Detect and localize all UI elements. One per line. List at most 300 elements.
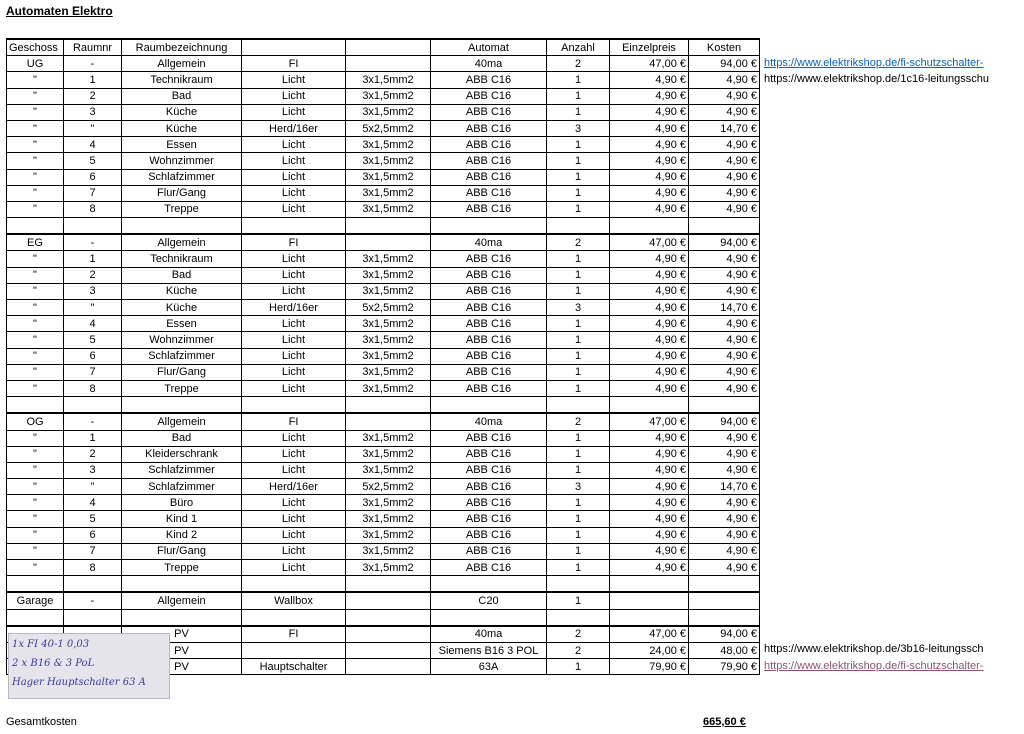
header-cell[interactable]: Automat	[431, 39, 547, 56]
table-cell[interactable]: Allgemein	[122, 592, 242, 609]
table-cell[interactable]: Küche	[122, 120, 242, 136]
table-cell[interactable]: 2	[547, 234, 610, 251]
table-cell[interactable]: ABB C16	[431, 201, 547, 217]
table-cell[interactable]: 7	[64, 185, 122, 201]
table-cell[interactable]: ABB C16	[431, 72, 547, 88]
table-cell[interactable]: -	[64, 592, 122, 609]
header-cell[interactable]: Kosten	[689, 39, 760, 56]
table-cell[interactable]: Licht	[242, 511, 346, 527]
table-cell[interactable]: 4,90 €	[689, 169, 760, 185]
table-cell[interactable]: PV	[122, 642, 242, 658]
table-cell[interactable]: Flur/Gang	[122, 364, 242, 380]
table-cell[interactable]: 4,90 €	[610, 511, 689, 527]
table-cell[interactable]	[346, 592, 431, 609]
table-cell[interactable]: PV	[122, 626, 242, 643]
table-cell[interactable]	[242, 576, 346, 593]
table-cell[interactable]: 1	[64, 72, 122, 88]
table-cell[interactable]: 63A	[431, 659, 547, 675]
table-cell[interactable]: Allgemein	[122, 413, 242, 430]
table-cell[interactable]: 4,90 €	[610, 120, 689, 136]
table-cell[interactable]: ABB C16	[431, 120, 547, 136]
table-cell[interactable]: 1	[64, 251, 122, 267]
table-cell[interactable]: Schlafzimmer	[122, 348, 242, 364]
product-link[interactable]: https://www.elektrikshop.de/fi-schutzschalter-	[764, 659, 984, 672]
table-cell[interactable]: 3x1,5mm2	[346, 153, 431, 169]
table-cell[interactable]	[122, 397, 242, 414]
table-cell[interactable]	[689, 397, 760, 414]
table-cell[interactable]: ABB C16	[431, 364, 547, 380]
table-cell[interactable]	[7, 576, 64, 593]
table-cell[interactable]: 4,90 €	[689, 495, 760, 511]
table-cell[interactable]: "	[64, 479, 122, 495]
table-cell[interactable]: 79,90 €	[689, 659, 760, 675]
table-cell[interactable]	[610, 609, 689, 626]
table-cell[interactable]: 4,90 €	[689, 316, 760, 332]
table-cell[interactable]	[610, 218, 689, 235]
table-cell[interactable]: 7	[64, 543, 122, 559]
table-cell[interactable]: 47,00 €	[610, 626, 689, 643]
table-cell[interactable]	[122, 609, 242, 626]
table-cell[interactable]: Bad	[122, 267, 242, 283]
table-cell[interactable]: 4,90 €	[689, 543, 760, 559]
table-cell[interactable]: 3x1,5mm2	[346, 543, 431, 559]
table-cell[interactable]: 3x1,5mm2	[346, 104, 431, 120]
table-cell[interactable]: 4,90 €	[610, 527, 689, 543]
table-cell[interactable]: ABB C16	[431, 462, 547, 478]
table-cell[interactable]: 1	[547, 543, 610, 559]
table-cell[interactable]: 1	[547, 462, 610, 478]
table-cell[interactable]: "	[7, 300, 64, 316]
table-cell[interactable]: 1	[547, 88, 610, 104]
table-cell[interactable]: Licht	[242, 201, 346, 217]
table-cell[interactable]: 1	[547, 560, 610, 576]
table-cell[interactable]: 6	[64, 169, 122, 185]
table-cell[interactable]: 4,90 €	[610, 316, 689, 332]
table-cell[interactable]: "	[7, 120, 64, 136]
table-cell[interactable]: 3	[547, 479, 610, 495]
table-cell[interactable]: 3x1,5mm2	[346, 251, 431, 267]
table-cell[interactable]: 3x1,5mm2	[346, 72, 431, 88]
table-cell[interactable]: Technikraum	[122, 72, 242, 88]
header-cell[interactable]: Raumbezeichnung	[122, 39, 242, 56]
table-cell[interactable]	[122, 576, 242, 593]
table-cell[interactable]	[610, 592, 689, 609]
table-cell[interactable]: 4,90 €	[689, 364, 760, 380]
table-cell[interactable]: 2	[64, 267, 122, 283]
table-cell[interactable]: 4,90 €	[689, 348, 760, 364]
table-cell[interactable]: Licht	[242, 153, 346, 169]
table-cell[interactable]: ABB C16	[431, 137, 547, 153]
table-cell[interactable]: 4,90 €	[610, 543, 689, 559]
table-cell[interactable]: 3x1,5mm2	[346, 283, 431, 299]
table-cell[interactable]: Licht	[242, 88, 346, 104]
table-cell[interactable]: ABB C16	[431, 511, 547, 527]
table-cell[interactable]: 94,00 €	[689, 626, 760, 643]
table-cell[interactable]: Licht	[242, 560, 346, 576]
table-cell[interactable]: "	[7, 380, 64, 396]
table-cell[interactable]: 3x1,5mm2	[346, 316, 431, 332]
table-cell[interactable]: 1	[547, 511, 610, 527]
table-cell[interactable]: Wohnzimmer	[122, 153, 242, 169]
table-cell[interactable]: 3x1,5mm2	[346, 446, 431, 462]
table-cell[interactable]: 4,90 €	[689, 185, 760, 201]
table-cell[interactable]: 2	[547, 642, 610, 658]
table-cell[interactable]: 4,90 €	[689, 72, 760, 88]
table-cell[interactable]: ABB C16	[431, 495, 547, 511]
table-cell[interactable]: 4	[64, 495, 122, 511]
table-cell[interactable]: Allgemein	[122, 56, 242, 72]
table-cell[interactable]: 5	[64, 332, 122, 348]
table-cell[interactable]	[346, 234, 431, 251]
table-cell[interactable]: ABB C16	[431, 185, 547, 201]
table-cell[interactable]: 4,90 €	[610, 72, 689, 88]
table-cell[interactable]: 3x1,5mm2	[346, 511, 431, 527]
table-cell[interactable]: Kind 2	[122, 527, 242, 543]
table-cell[interactable]: 3x1,5mm2	[346, 88, 431, 104]
table-cell[interactable]: 1	[547, 72, 610, 88]
table-cell[interactable]: ABB C16	[431, 104, 547, 120]
table-cell[interactable]: "	[7, 560, 64, 576]
table-cell[interactable]: 1	[547, 104, 610, 120]
table-cell[interactable]: Licht	[242, 364, 346, 380]
table-cell[interactable]: Bad	[122, 88, 242, 104]
table-cell[interactable]: ABB C16	[431, 332, 547, 348]
table-cell[interactable]: Licht	[242, 104, 346, 120]
table-cell[interactable]: -	[64, 413, 122, 430]
table-cell[interactable]: 4,90 €	[689, 511, 760, 527]
table-cell[interactable]	[547, 609, 610, 626]
table-cell[interactable]: ABB C16	[431, 479, 547, 495]
table-cell[interactable]	[122, 218, 242, 235]
table-cell[interactable]: 1	[547, 592, 610, 609]
table-cell[interactable]: C20	[431, 592, 547, 609]
table-cell[interactable]: 1	[547, 348, 610, 364]
table-cell[interactable]: 3x1,5mm2	[346, 462, 431, 478]
table-cell[interactable]: 24,00 €	[610, 642, 689, 658]
table-cell[interactable]: "	[64, 300, 122, 316]
table-cell[interactable]	[346, 56, 431, 72]
table-cell[interactable]: 3x1,5mm2	[346, 430, 431, 446]
table-cell[interactable]: Schlafzimmer	[122, 462, 242, 478]
header-cell[interactable]	[242, 39, 346, 56]
table-cell[interactable]	[431, 397, 547, 414]
table-cell[interactable]: Treppe	[122, 560, 242, 576]
table-cell[interactable]: 3x1,5mm2	[346, 267, 431, 283]
table-cell[interactable]: Bad	[122, 430, 242, 446]
table-cell[interactable]: Hauptschalter	[242, 659, 346, 675]
table-cell[interactable]: 1	[64, 430, 122, 446]
table-cell[interactable]	[547, 576, 610, 593]
table-cell[interactable]: 3	[547, 120, 610, 136]
table-cell[interactable]: 4,90 €	[610, 364, 689, 380]
table-cell[interactable]: 1	[547, 446, 610, 462]
table-cell[interactable]: ABB C16	[431, 380, 547, 396]
table-cell[interactable]: ABB C16	[431, 283, 547, 299]
table-cell[interactable]: ABB C16	[431, 251, 547, 267]
table-cell[interactable]	[7, 397, 64, 414]
table-cell[interactable]: 4,90 €	[689, 88, 760, 104]
table-cell[interactable]: "	[7, 137, 64, 153]
table-cell[interactable]: Licht	[242, 348, 346, 364]
table-cell[interactable]: Licht	[242, 446, 346, 462]
table-cell[interactable]: 94,00 €	[689, 234, 760, 251]
table-cell[interactable]: 4,90 €	[689, 527, 760, 543]
table-cell[interactable]: "	[7, 543, 64, 559]
table-cell[interactable]: "	[7, 462, 64, 478]
table-cell[interactable]: 1	[547, 332, 610, 348]
table-cell[interactable]: Licht	[242, 495, 346, 511]
table-cell[interactable]: Essen	[122, 137, 242, 153]
table-cell[interactable]	[346, 609, 431, 626]
table-cell[interactable]: 3x1,5mm2	[346, 380, 431, 396]
table-cell[interactable]: Licht	[242, 251, 346, 267]
table-cell[interactable]: EG	[7, 234, 64, 251]
table-cell[interactable]: Licht	[242, 527, 346, 543]
table-cell[interactable]: FI	[242, 626, 346, 643]
table-cell[interactable]: Allgemein	[122, 234, 242, 251]
table-cell[interactable]: 4,90 €	[610, 380, 689, 396]
table-cell[interactable]: 3x1,5mm2	[346, 364, 431, 380]
table-cell[interactable]: UG	[7, 56, 64, 72]
table-cell[interactable]: Herd/16er	[242, 300, 346, 316]
table-cell[interactable]: 14,70 €	[689, 479, 760, 495]
table-cell[interactable]: 1	[547, 267, 610, 283]
table-cell[interactable]: 4,90 €	[689, 446, 760, 462]
table-cell[interactable]: "	[7, 104, 64, 120]
table-cell[interactable]: 8	[64, 201, 122, 217]
table-cell[interactable]: "	[7, 72, 64, 88]
table-cell[interactable]: 3x1,5mm2	[346, 527, 431, 543]
table-cell[interactable]: 4,90 €	[610, 495, 689, 511]
product-link[interactable]: https://www.elektrikshop.de/fi-schutzschalter-	[764, 56, 984, 69]
table-cell[interactable]: "	[7, 332, 64, 348]
table-cell[interactable]: ABB C16	[431, 316, 547, 332]
table-cell[interactable]: 7	[64, 364, 122, 380]
table-cell[interactable]: 4,90 €	[610, 283, 689, 299]
table-cell[interactable]: FI	[242, 413, 346, 430]
table-cell[interactable]: 1	[547, 316, 610, 332]
table-cell[interactable]	[610, 397, 689, 414]
table-cell[interactable]: "	[7, 479, 64, 495]
table-cell[interactable]: 1	[547, 185, 610, 201]
table-cell[interactable]: 4,90 €	[689, 251, 760, 267]
table-cell[interactable]: 4	[64, 137, 122, 153]
table-cell[interactable]: Licht	[242, 462, 346, 478]
table-cell[interactable]: 4,90 €	[610, 446, 689, 462]
table-cell[interactable]: 5x2,5mm2	[346, 300, 431, 316]
table-cell[interactable]: Büro	[122, 495, 242, 511]
table-cell[interactable]: Schlafzimmer	[122, 169, 242, 185]
table-cell[interactable]: 47,00 €	[610, 234, 689, 251]
table-cell[interactable]: 3	[547, 300, 610, 316]
table-cell[interactable]: 5	[64, 511, 122, 527]
table-cell[interactable]: 40ma	[431, 626, 547, 643]
table-cell[interactable]: "	[7, 185, 64, 201]
table-cell[interactable]: Licht	[242, 169, 346, 185]
table-cell[interactable]: "	[7, 169, 64, 185]
table-cell[interactable]: "	[7, 430, 64, 446]
table-cell[interactable]	[689, 592, 760, 609]
table-cell[interactable]: 3x1,5mm2	[346, 169, 431, 185]
table-cell[interactable]	[346, 413, 431, 430]
table-cell[interactable]: "	[7, 495, 64, 511]
table-cell[interactable]	[242, 397, 346, 414]
table-cell[interactable]	[64, 609, 122, 626]
table-cell[interactable]: "	[7, 316, 64, 332]
table-cell[interactable]: 1	[547, 430, 610, 446]
table-cell[interactable]: 4,90 €	[689, 267, 760, 283]
table-cell[interactable]	[7, 609, 64, 626]
table-cell[interactable]: ABB C16	[431, 543, 547, 559]
table-cell[interactable]: 4,90 €	[689, 462, 760, 478]
table-cell[interactable]: 4,90 €	[610, 479, 689, 495]
table-cell[interactable]: 3	[64, 462, 122, 478]
table-cell[interactable]: 4,90 €	[610, 88, 689, 104]
table-cell[interactable]: 1	[547, 251, 610, 267]
table-cell[interactable]: 4,90 €	[610, 300, 689, 316]
table-cell[interactable]: "	[7, 511, 64, 527]
table-cell[interactable]: 3	[64, 104, 122, 120]
table-cell[interactable]: 3x1,5mm2	[346, 348, 431, 364]
table-cell[interactable]: 4,90 €	[689, 104, 760, 120]
table-cell[interactable]: 4,90 €	[610, 104, 689, 120]
table-cell[interactable]: Licht	[242, 137, 346, 153]
table-cell[interactable]: 40ma	[431, 56, 547, 72]
table-cell[interactable]: Garage	[7, 592, 64, 609]
table-cell[interactable]: Küche	[122, 283, 242, 299]
table-cell[interactable]: "	[7, 446, 64, 462]
table-cell[interactable]: 4,90 €	[689, 380, 760, 396]
table-cell[interactable]: 3x1,5mm2	[346, 137, 431, 153]
table-cell[interactable]	[64, 397, 122, 414]
table-cell[interactable]: 4,90 €	[610, 430, 689, 446]
table-cell[interactable]: 4,90 €	[610, 267, 689, 283]
table-cell[interactable]: Licht	[242, 332, 346, 348]
table-cell[interactable]: Flur/Gang	[122, 543, 242, 559]
table-cell[interactable]: ABB C16	[431, 348, 547, 364]
table-cell[interactable]: 2	[547, 413, 610, 430]
table-cell[interactable]: -	[64, 234, 122, 251]
table-cell[interactable]: 1	[547, 364, 610, 380]
table-cell[interactable]: 94,00 €	[689, 56, 760, 72]
table-cell[interactable]: 1	[547, 137, 610, 153]
table-cell[interactable]: "	[7, 88, 64, 104]
table-cell[interactable]: 4	[64, 316, 122, 332]
header-cell[interactable]: Geschoss	[7, 39, 64, 56]
table-cell[interactable]	[242, 218, 346, 235]
table-cell[interactable]: 4,90 €	[610, 462, 689, 478]
table-cell[interactable]	[547, 397, 610, 414]
table-cell[interactable]	[346, 642, 431, 658]
table-cell[interactable]: "	[64, 120, 122, 136]
table-cell[interactable]: Küche	[122, 104, 242, 120]
table-cell[interactable]	[689, 218, 760, 235]
table-cell[interactable]: 1	[547, 659, 610, 675]
table-cell[interactable]: 6	[64, 348, 122, 364]
table-cell[interactable]: 14,70 €	[689, 300, 760, 316]
table-cell[interactable]: "	[7, 201, 64, 217]
table-cell[interactable]	[242, 609, 346, 626]
table-cell[interactable]: Licht	[242, 430, 346, 446]
table-cell[interactable]: Licht	[242, 316, 346, 332]
table-cell[interactable]: Technikraum	[122, 251, 242, 267]
table-cell[interactable]	[547, 218, 610, 235]
table-cell[interactable]	[431, 576, 547, 593]
table-cell[interactable]	[64, 218, 122, 235]
table-cell[interactable]	[689, 609, 760, 626]
table-cell[interactable]: Herd/16er	[242, 120, 346, 136]
table-cell[interactable]: 40ma	[431, 234, 547, 251]
table-cell[interactable]: ABB C16	[431, 153, 547, 169]
table-cell[interactable]: Licht	[242, 185, 346, 201]
table-cell[interactable]: 4,90 €	[610, 332, 689, 348]
table-cell[interactable]: "	[7, 364, 64, 380]
table-cell[interactable]: 4,90 €	[610, 201, 689, 217]
table-cell[interactable]	[346, 397, 431, 414]
table-cell[interactable]: 4,90 €	[610, 185, 689, 201]
table-cell[interactable]: 1	[547, 153, 610, 169]
table-cell[interactable]: Wallbox	[242, 592, 346, 609]
table-cell[interactable]: 4,90 €	[689, 332, 760, 348]
table-cell[interactable]: 4,90 €	[689, 153, 760, 169]
table-cell[interactable]: 1	[547, 380, 610, 396]
table-cell[interactable]: PV	[122, 659, 242, 675]
table-cell[interactable]: 3x1,5mm2	[346, 495, 431, 511]
table-cell[interactable]: 5	[64, 153, 122, 169]
product-link[interactable]: https://www.elektrikshop.de/3b16-leitungssch	[764, 643, 984, 656]
header-cell[interactable]: Anzahl	[547, 39, 610, 56]
table-cell[interactable]: Flur/Gang	[122, 185, 242, 201]
table-cell[interactable]: "	[7, 283, 64, 299]
table-cell[interactable]: 2	[64, 88, 122, 104]
table-cell[interactable]	[346, 218, 431, 235]
table-cell[interactable]: "	[7, 527, 64, 543]
table-cell[interactable]: Essen	[122, 316, 242, 332]
header-cell[interactable]: Einzelpreis	[610, 39, 689, 56]
table-cell[interactable]: ABB C16	[431, 560, 547, 576]
table-cell[interactable]: 4,90 €	[689, 430, 760, 446]
table-cell[interactable]: 3x1,5mm2	[346, 185, 431, 201]
table-cell[interactable]: -	[64, 56, 122, 72]
table-cell[interactable]: Licht	[242, 72, 346, 88]
table-cell[interactable]	[346, 659, 431, 675]
table-cell[interactable]: ABB C16	[431, 267, 547, 283]
table-cell[interactable]: 6	[64, 527, 122, 543]
table-cell[interactable]: 8	[64, 380, 122, 396]
table-cell[interactable]: 4,90 €	[689, 560, 760, 576]
table-cell[interactable]: FI	[242, 56, 346, 72]
table-cell[interactable]: "	[7, 153, 64, 169]
table-cell[interactable]: 47,00 €	[610, 413, 689, 430]
product-link[interactable]: https://www.elektrikshop.de/1c16-leitungsschu	[764, 72, 990, 85]
table-cell[interactable]: ABB C16	[431, 300, 547, 316]
table-cell[interactable]: ABB C16	[431, 430, 547, 446]
table-cell[interactable]	[64, 576, 122, 593]
table-cell[interactable]: Herd/16er	[242, 479, 346, 495]
table-cell[interactable]: Licht	[242, 283, 346, 299]
table-cell[interactable]: 5x2,5mm2	[346, 479, 431, 495]
table-cell[interactable]: 3x1,5mm2	[346, 332, 431, 348]
table-cell[interactable]: 94,00 €	[689, 413, 760, 430]
table-cell[interactable]: Schlafzimmer	[122, 479, 242, 495]
table-cell[interactable]	[346, 576, 431, 593]
table-cell[interactable]: 48,00 €	[689, 642, 760, 658]
table-cell[interactable]: 47,00 €	[610, 56, 689, 72]
table-cell[interactable]: 40ma	[431, 413, 547, 430]
table-cell[interactable]: Licht	[242, 267, 346, 283]
table-cell[interactable]: Treppe	[122, 380, 242, 396]
table-cell[interactable]: 79,90 €	[610, 659, 689, 675]
